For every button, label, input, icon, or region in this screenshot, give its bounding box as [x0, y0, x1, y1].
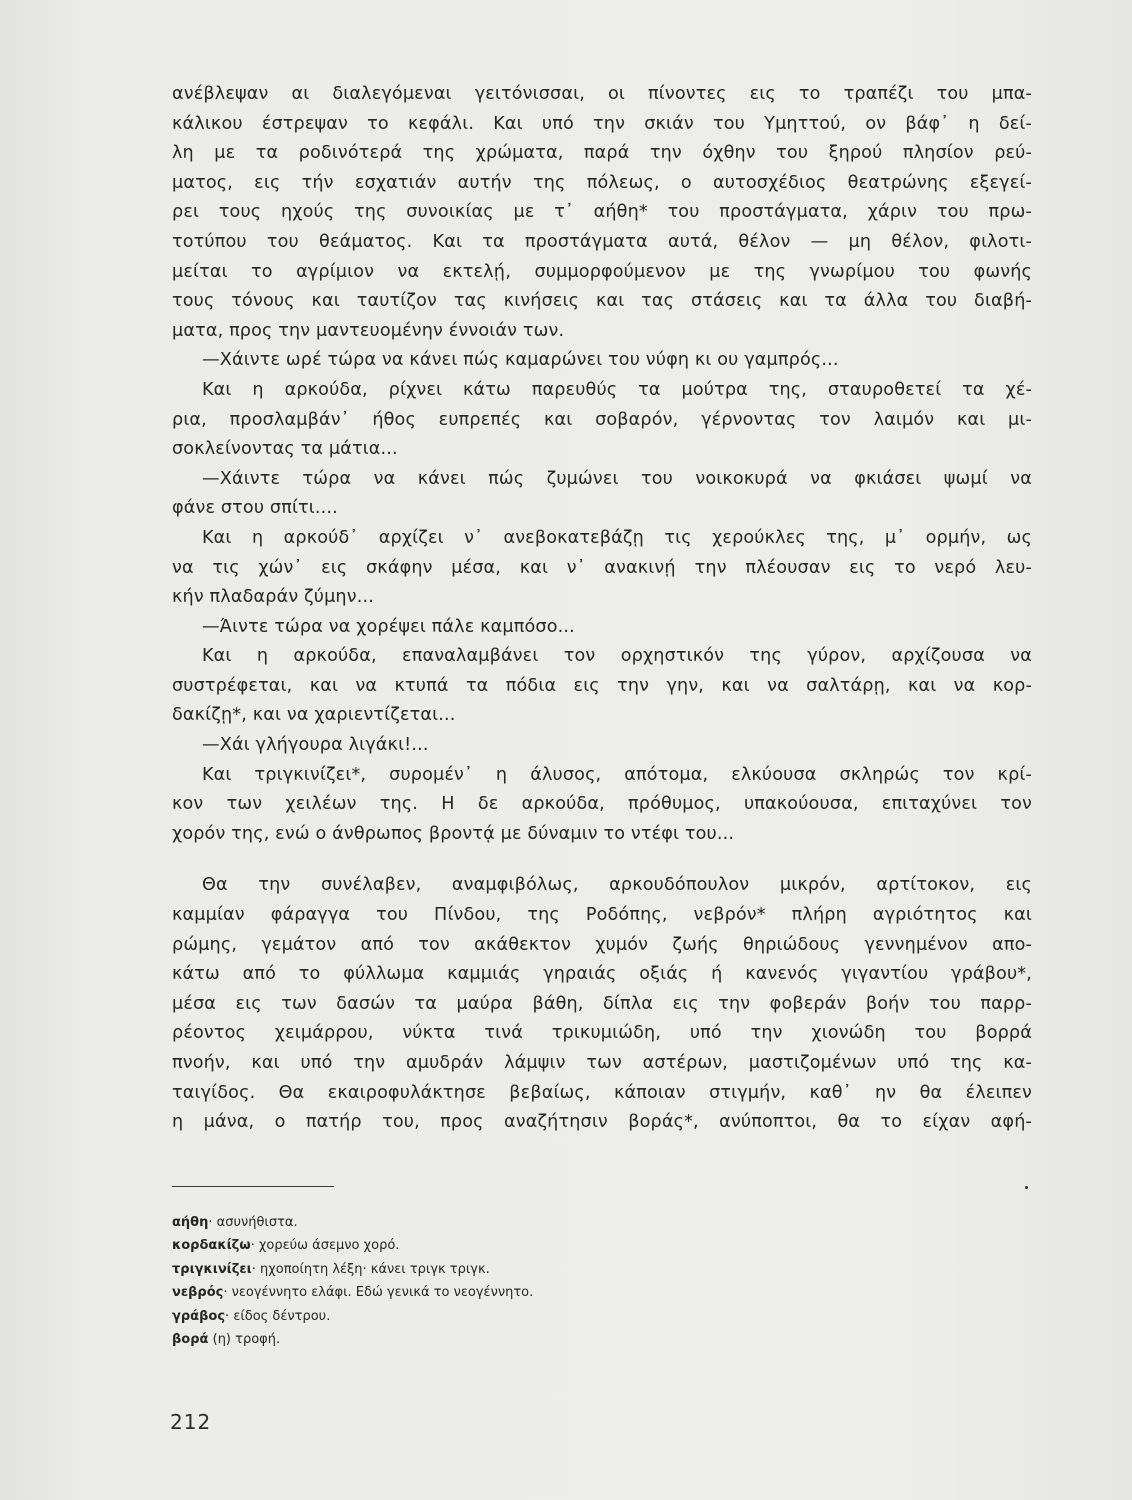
- footnote-item: τριγκινίζει· ηχοποίητη λέξη· κάνει τριγκ τριγκ.: [172, 1261, 490, 1277]
- footnote-term: γράβος: [172, 1308, 226, 1324]
- text-line: ματα, προς την μαντευομένην έννοιάν των.: [172, 320, 565, 341]
- footnote-definition: νεογέννητο ελάφι. Εδώ γενικά το νεογέννητο.: [231, 1285, 534, 1301]
- footnote-term: αήθη: [172, 1215, 209, 1230]
- text-line: ανέβλεψαν αι διαλεγόμεναι γειτόνισσαι, οι πίνοντες εις το τραπέζι του μπα-: [172, 84, 1032, 104]
- dialogue-line: —Χάιντε ωρέ τώρα να κάνει πώς καμαρώνει του νύφη κι ου γαμπρός...: [202, 350, 839, 371]
- footnote-item: [172, 1328, 772, 1351]
- footnote-definition: (η) τροφή.: [212, 1331, 281, 1347]
- paragraph-gap: [172, 849, 1032, 871]
- footnote-item: αήθη· ασυνήθιστα.: [172, 1215, 298, 1230]
- text-line: τους τόνους και ταυτίζον τας κινήσεις και τας στάσεις και τα άλλα του διαβή-: [172, 291, 1032, 312]
- text-line: Και η αρκούδα, ρίχνει κάτω παρευθύς τα μούτρα της, σταυροθετεί τα χέ-: [202, 379, 1032, 400]
- text-line: Και η αρκούδ᾽ αρχίζει ν᾽ ανεβοκατεβάζῃ τις χερούκλες της, μ᾽ ορμήν, ως: [202, 527, 1032, 548]
- text-line: ταιγίδος. Θα εκαιροφυλάκτησε βεβαίως, κάποιαν στιγμήν, καθ᾽ ην θα έλειπεν: [172, 1082, 1032, 1103]
- footnote-definition: χορεύω άσεμνο χορό.: [258, 1238, 400, 1254]
- text-line: Και τριγκινίζει*, συρομέν᾽ η άλυσος, απότομα, ελκύουσα σκληρώς τον κρί-: [202, 764, 1032, 785]
- text-line: φάνε στου σπίτι....: [172, 498, 338, 519]
- text-line: καμμίαν φάραγγα του Πίνδου, της Ροδόπης, νεβρόν* πλήρη αγριότητος και: [172, 905, 1032, 926]
- footnote-term: τριγκινίζει: [172, 1261, 252, 1277]
- text-line: κήν πλαδαράν ζύμην...: [172, 587, 374, 608]
- footnote-item: νεβρός· νεογέννητο ελάφι. Εδώ γενικά το νεογέννητο.: [172, 1285, 534, 1301]
- footnote-term: κορδακίζω: [172, 1238, 251, 1254]
- page-number: 212: [170, 1410, 212, 1434]
- footnote-definition: ηχοποίητη λέξη· κάνει τριγκ τριγκ.: [260, 1261, 490, 1277]
- text-line: Και η αρκούδα, επαναλαμβάνει τον ορχηστικόν της γύρον, αρχίζουσα να: [202, 646, 1032, 667]
- text-line: κον των χειλέων της. Η δε αρκούδα, πρόθυμος, υπακούουσα, επιταχύνει τον: [172, 794, 1032, 815]
- text-line: ρώμης, γεμάτον από τον ακάθεκτον χυμόν ζωής θηριώδους γεννημένον απο-: [172, 934, 1032, 955]
- text-line: κάτω από το φύλλωμα καμμιάς γηραιάς οξιάς ή κανενός γιγαντίου γράβου*,: [172, 964, 1032, 985]
- text-line: δακίζῃ*, και να χαριεντίζεται...: [172, 705, 456, 726]
- dialogue-line: —Άιντε τώρα να χορέψει πάλε καμπόσο...: [202, 616, 575, 637]
- text-line: σοκλείνοντας τα μάτια...: [172, 439, 398, 460]
- footnote-term: βορά: [172, 1331, 209, 1347]
- text-line: κάλικου έστρεψαν το κεφάλι. Και υπό την σκιάν του Υμηττού, ον βάφ᾽ η δεί-: [172, 113, 1032, 134]
- footnote-item: κορδακίζω· χορεύω άσεμνο χορό.: [172, 1238, 400, 1254]
- text-line: ρέοντος χειμάρρου, νύκτα τινά τρικυμιώδη, υπό την χιονώδη του βορρά: [172, 1023, 1032, 1044]
- text-line: να τις χών᾽ εις σκάφην μέσα, και ν᾽ ανακινῄ την πλέουσαν εις το νερό λευ-: [172, 557, 1032, 578]
- text-line: η μάνα, ο πατήρ του, προς αναζήτησιν βοράς*, ανύποπτοι, θα το είχαν αφή-: [172, 1112, 1032, 1133]
- text-line: ματος, εις τήν εσχατιάν αυτήν της πόλεως, ο αυτοσχέδιος θεατρώνης εξεγεί-: [172, 172, 1032, 193]
- text-line: συστρέφεται, και να κτυπά τα πόδια εις την γην, και να σαλτάρῃ, και να κορ-: [172, 675, 1032, 696]
- text-line: μέσα εις των δασών τα μαύρα βάθη, δίπλα εις την φοβεράν βοήν του παρρ-: [172, 993, 1032, 1014]
- footnotes: [172, 1211, 772, 1351]
- footnote-definition: είδος δέντρου.: [233, 1308, 331, 1324]
- text-line: χορόν της, ενώ ο άνθρωπος βροντᾴ με δύναμιν το ντέφι του...: [172, 823, 735, 844]
- dialogue-line: —Χάι γλήγουρα λιγάκι!...: [202, 735, 429, 756]
- text-line: λη με τα ροδινότερά της χρώματα, παρά την όχθην του ξηρού πλησίον ρεύ-: [172, 143, 1032, 164]
- main-text: [172, 80, 1032, 1138]
- text-line: τοτύπου του θεάματος. Και τα προστάγματα αυτά, θέλον — μη θέλον, φιλοτι-: [172, 231, 1032, 252]
- footnote-definition: ασυνήθιστα.: [216, 1215, 298, 1230]
- footnote-term: νεβρός: [172, 1285, 224, 1301]
- text-line: ρει τους ηχούς της συνοικίας με τ᾽ αήθη* του προστάγματα, χάριν του πρω-: [172, 202, 1032, 223]
- text-line: πνοήν, και υπό την αμυδράν λάμψιν των αστέρων, μαστιζομένων υπό της κα-: [172, 1053, 1032, 1073]
- footnote-item: γράβος· είδος δέντρου.: [172, 1308, 331, 1324]
- footnote-divider: [172, 1186, 334, 1187]
- dialogue-line: —Χάιντε τώρα να κάνει πώς ζυμώνει του νοικοκυρά να φκιάσει ψωμί να: [202, 468, 1032, 489]
- text-line: Θα την συνέλαβεν, αναμφιβόλως, αρκουδόπουλον μικρόν, αρτίτοκον, εις: [202, 875, 1032, 896]
- text-line: ρια, προσλαμβάν᾽ ήθος ευπρεπές και σοβαρόν, γέρνοντας τον λαιμόν και μι-: [172, 409, 1032, 430]
- print-speck: [1025, 1186, 1028, 1189]
- text-line: μείται το αγρίμιον να εκτελῄ, συμμορφούμενον με της γνωρίμου του φωνής: [172, 261, 1032, 282]
